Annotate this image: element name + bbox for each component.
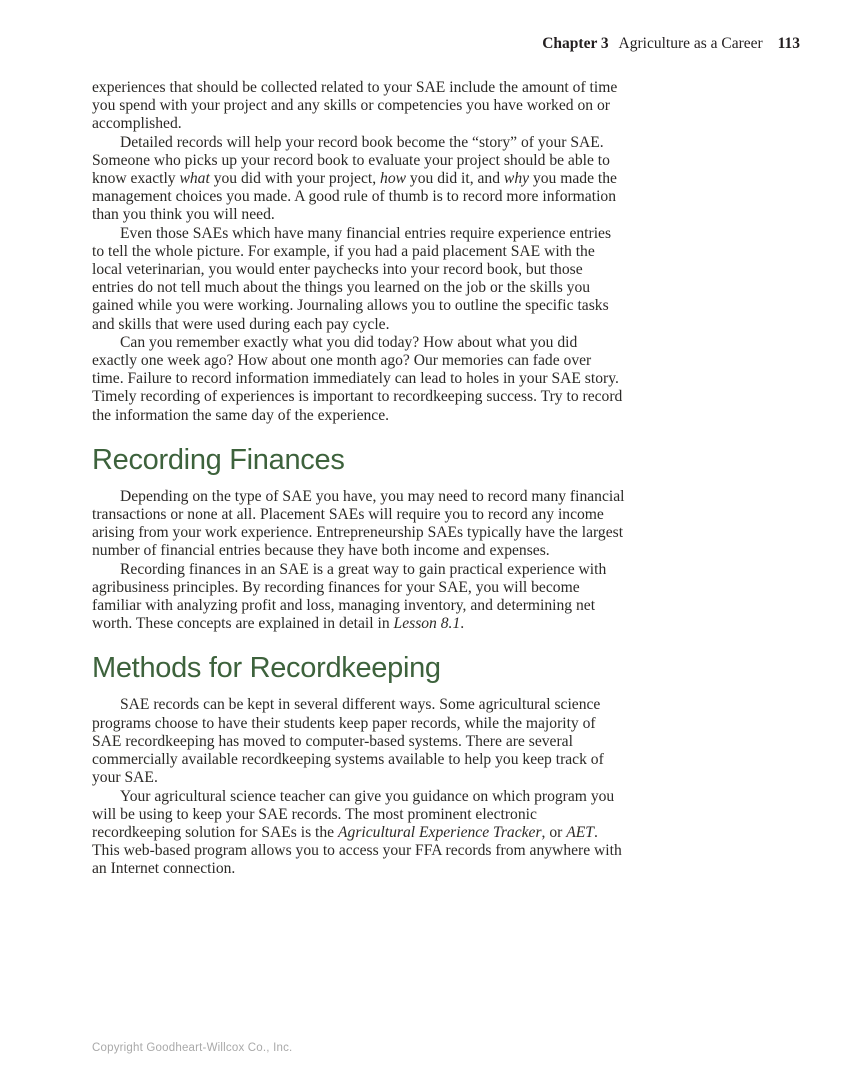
body-paragraph (92, 134, 626, 225)
body-paragraph (92, 696, 626, 787)
text-run: Depending on the type of SAE you have, you may need to record many financial transactions or none at all. Placement SAEs will require you to record any income arising from your work experience. Entrepreneurship SAEs typically have the largest number of financial entries because they have both income and expenses. (92, 487, 625, 560)
body-paragraph (92, 488, 626, 561)
body-paragraph (92, 561, 626, 634)
chapter-title: Agriculture as a Career (618, 35, 763, 52)
italic-text-run: how (380, 170, 407, 188)
section-heading: Methods for Recordkeeping (92, 652, 441, 685)
text-run: you did with your project, (209, 170, 381, 188)
text-run: , or (541, 823, 567, 841)
text-run: Even those SAEs which have many financial entries require experience entries to tell the whole picture. For example, if you had a paid placement SAE with the local veterinarian, you would enter paychecks into your record book, but those entries do not tell much about the things you learned on the job or the skills you gained while you were working. Journaling allows you to outline the specific tasks and skills that were used during each pay cycle. (92, 224, 612, 333)
running-head (542, 35, 800, 53)
text-run: . This web-based program allows you to access your FFA records from anywhere with an Internet connection. (92, 823, 622, 878)
italic-text-run: Lesson 8.1 (393, 615, 461, 633)
page-number: 113 (777, 35, 800, 52)
body-paragraph (92, 79, 626, 134)
text-run: Can you remember exactly what you did today? How about what you did exactly one week ago? How about one month ago? Our memories can fade over time. Failure to record information immediately can lead to holes in your SAE story. Timely recording of experiences is important to recordkeeping success. Try to record the information the same day of the experience. (92, 333, 623, 424)
text-run: experiences that should be collected related to your SAE include the amount of time you spend with your project and any skills or competencies you have worked on or accomplished. (92, 79, 618, 133)
text-run: Your agricultural science teacher can give you guidance on which program you will be using to keep your SAE records. The most prominent electronic recordkeeping solution for SAEs is the (92, 787, 615, 841)
text-run: SAE records can be kept in several different ways. Some agricultural science programs choose to have their students keep paper records, while the majority of SAE recordkeeping has moved to computer-based systems. There are several commercially available recordkeeping systems available to help you keep track of your SAE. (92, 696, 604, 787)
italic-text-run: AET (566, 823, 594, 841)
text-run: Detailed records will help your record book become the “story” of your SAE. Someone who picks up your record book to evaluate your project should be able to know exactly (92, 133, 610, 188)
copyright-notice: Copyright Goodheart-Willcox Co., Inc. (92, 1042, 293, 1054)
body-paragraph (92, 334, 626, 425)
section-heading: Recording Finances (92, 443, 345, 476)
chapter-label: Chapter 3 (542, 35, 609, 52)
page-content (92, 79, 626, 879)
body-paragraph (92, 225, 626, 334)
text-run: you did it, and (406, 170, 504, 188)
italic-text-run: why (503, 170, 530, 188)
text-run: . (460, 615, 465, 633)
text-run: Recording finances in an SAE is a great way to gain practical experience with agribusiness principles. By recording finances for your SAE, you will become familiar with analyzing profit and loss, managing inventory, and determining net worth. These concepts are explained in detail in (92, 560, 607, 633)
italic-text-run: what (179, 170, 210, 188)
italic-text-run: Agricultural Experience Tracker (338, 823, 542, 841)
text-run: you made the management choices you made. A good rule of thumb is to record more information than you think you will need. (92, 170, 617, 224)
body-paragraph (92, 788, 626, 879)
